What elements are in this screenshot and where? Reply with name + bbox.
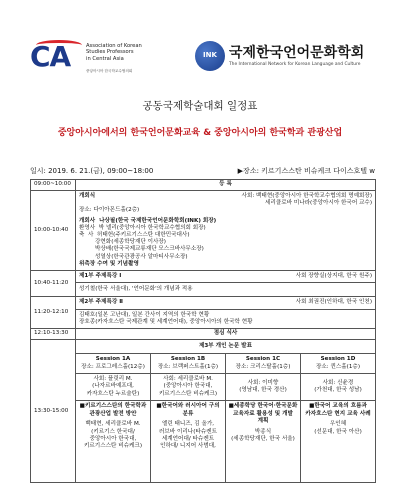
opening-ceremony-cell: 개회식 사회: 백태현(중앙아시아 한국학교수협의회 명예회장) 세리클로바 미나라(중앙아시아 한국어 교수) 장소: 다이아몬드홀(2층) 개회사 나상필(한국 국제한국언어문화학회(INK) 회장) 환영사 박 넬리(중앙아시아 한국학교수협의회 회장) 축 사 허태헌(주키르기스스탄 대한민국대사) 강현화(세종학당재단 이사장) 박상배(한국국제교류재단 모스크바사무소장) 성열상(한국관광공사 알마티사무소장) 위촉장 수여 및 기념촬영 — [76, 191, 376, 271]
table-row — [31, 180, 376, 191]
ink-logo — [195, 40, 380, 76]
table-row — [31, 354, 376, 374]
lunch-cell: 점심 식사 — [76, 329, 376, 340]
keynote2-talks: 김태호(일본 고난대), 일본 간사이 지역의 한국학 현황 장호종(카자흐스탄 국제관계 및 세계언어대), 중앙아시아의 한국학 현황 — [76, 309, 376, 328]
event-date: 일시: 2019. 6. 21.(금), 09:00~18:00 — [30, 167, 154, 175]
table-row — [31, 340, 376, 354]
session-1c-chair: 사회: 이미향 (영남대, 한국 경산) — [226, 374, 301, 401]
time-cell: 11:20-12:10 — [31, 297, 76, 329]
time-cell: 13:30-15:00 — [31, 340, 76, 483]
session-1c-header: Session 1C 장소: 크리스탈홀(1층) — [226, 354, 301, 374]
ca-logo — [30, 40, 180, 76]
ca-logo-text: Association of Korean Studies Professors in Central Asia — [86, 43, 142, 62]
table-row — [31, 374, 376, 401]
table-row — [31, 191, 376, 271]
table-row — [31, 271, 376, 283]
session-1d-paper: ■한국어 교육의 흐름과 카자흐스탄 현지 교육 사례 우인혜 (선문대, 한국 아산) — [301, 401, 376, 483]
keynote1-header: 제1부 주제특강 Ⅰ 사회 장향실(상지대, 한국 원주) — [76, 271, 376, 283]
ink-logo-title: 국제한국언어문화학회 — [229, 45, 365, 61]
time-cell: 10:40-11:20 — [31, 271, 76, 297]
session-1d-chair: 사회: 신윤경 (가천대, 한국 성남) — [301, 374, 376, 401]
ca-logo-mark: CA — [30, 40, 71, 73]
session-1c-paper: ■세종학당 한국어·한국문화 교육자료 활용성 및 개발 계획 박종식 (세종학당재단, 한국 서울) — [226, 401, 301, 483]
table-row — [31, 329, 376, 340]
table-row — [31, 309, 376, 328]
session-1d-header: Session 1D 장소: 퀸스홀(1층) — [301, 354, 376, 374]
table-row — [31, 297, 376, 309]
table-row — [31, 401, 376, 483]
keynote2-header: 제2부 주제특강 Ⅱ 사회 최권진(인하대, 한국 인천) — [76, 297, 376, 309]
registration-cell: 등 록 — [76, 180, 376, 191]
session-1b-paper: ■한국어와 러시아어 구의 분류 엘린 태니즈, 김 올가, 러브바 이리나(타슈켄트 세계언어대/ 타슈켄트 인하대/ 니지어 사범대, — [151, 401, 226, 483]
table-row — [31, 283, 376, 297]
time-cell: 10:00-10:40 — [31, 191, 76, 271]
ca-logo-subtext: 중앙아시아 한국학교수협의회 — [86, 69, 133, 73]
document-subtitle: 중앙아시아에서의 한국언어문화교육 & 중앙아시아의 한국학과 관광산업 — [57, 128, 343, 138]
keynote1-talk: 성기철(한국 서울대), '언어문화'의 개념과 적용 — [76, 283, 376, 297]
document-title: 공동국제학술대회 일정표 — [142, 100, 258, 112]
session-1b-header: Session 1B 장소: 브랙퍼스트홀(1층) — [151, 354, 226, 374]
schedule-table — [30, 179, 376, 483]
time-cell: 09:00~10:00 — [31, 180, 76, 191]
session-1a-header: Session 1A 장소: 프로그레스홀(12층) — [76, 354, 151, 374]
session-1a-paper: ■키르기스스탄의 한국학과 관광산업 발전 방안 백태현, 세리클로바 M. (키르기스 한국대/ 중앙아시아 한국대, 키르기스스탄 비슈케크) — [76, 401, 151, 483]
session-1b-chair: 사회: 세리클로바 M. (중앙아시아 한국대, 키르기스스탄 비슈케크) — [151, 374, 226, 401]
session3-header: 제3부 개인 논문 발표 — [76, 340, 376, 354]
ink-globe-icon: INK — [195, 41, 225, 71]
event-venue: ▶장소: 키르기스스탄 비슈케크 다이스호텔 w — [237, 167, 375, 175]
ink-logo-subtitle: The International Network for Korean Language and Culture — [229, 62, 361, 67]
time-cell: 12:10-13:30 — [31, 329, 76, 340]
event-meta — [30, 166, 375, 178]
session-1a-chair: 사회: 플릿리 M. (나자르바예프대, 카자흐스탄 누르술탄) — [76, 374, 151, 401]
header-logos — [30, 40, 375, 78]
